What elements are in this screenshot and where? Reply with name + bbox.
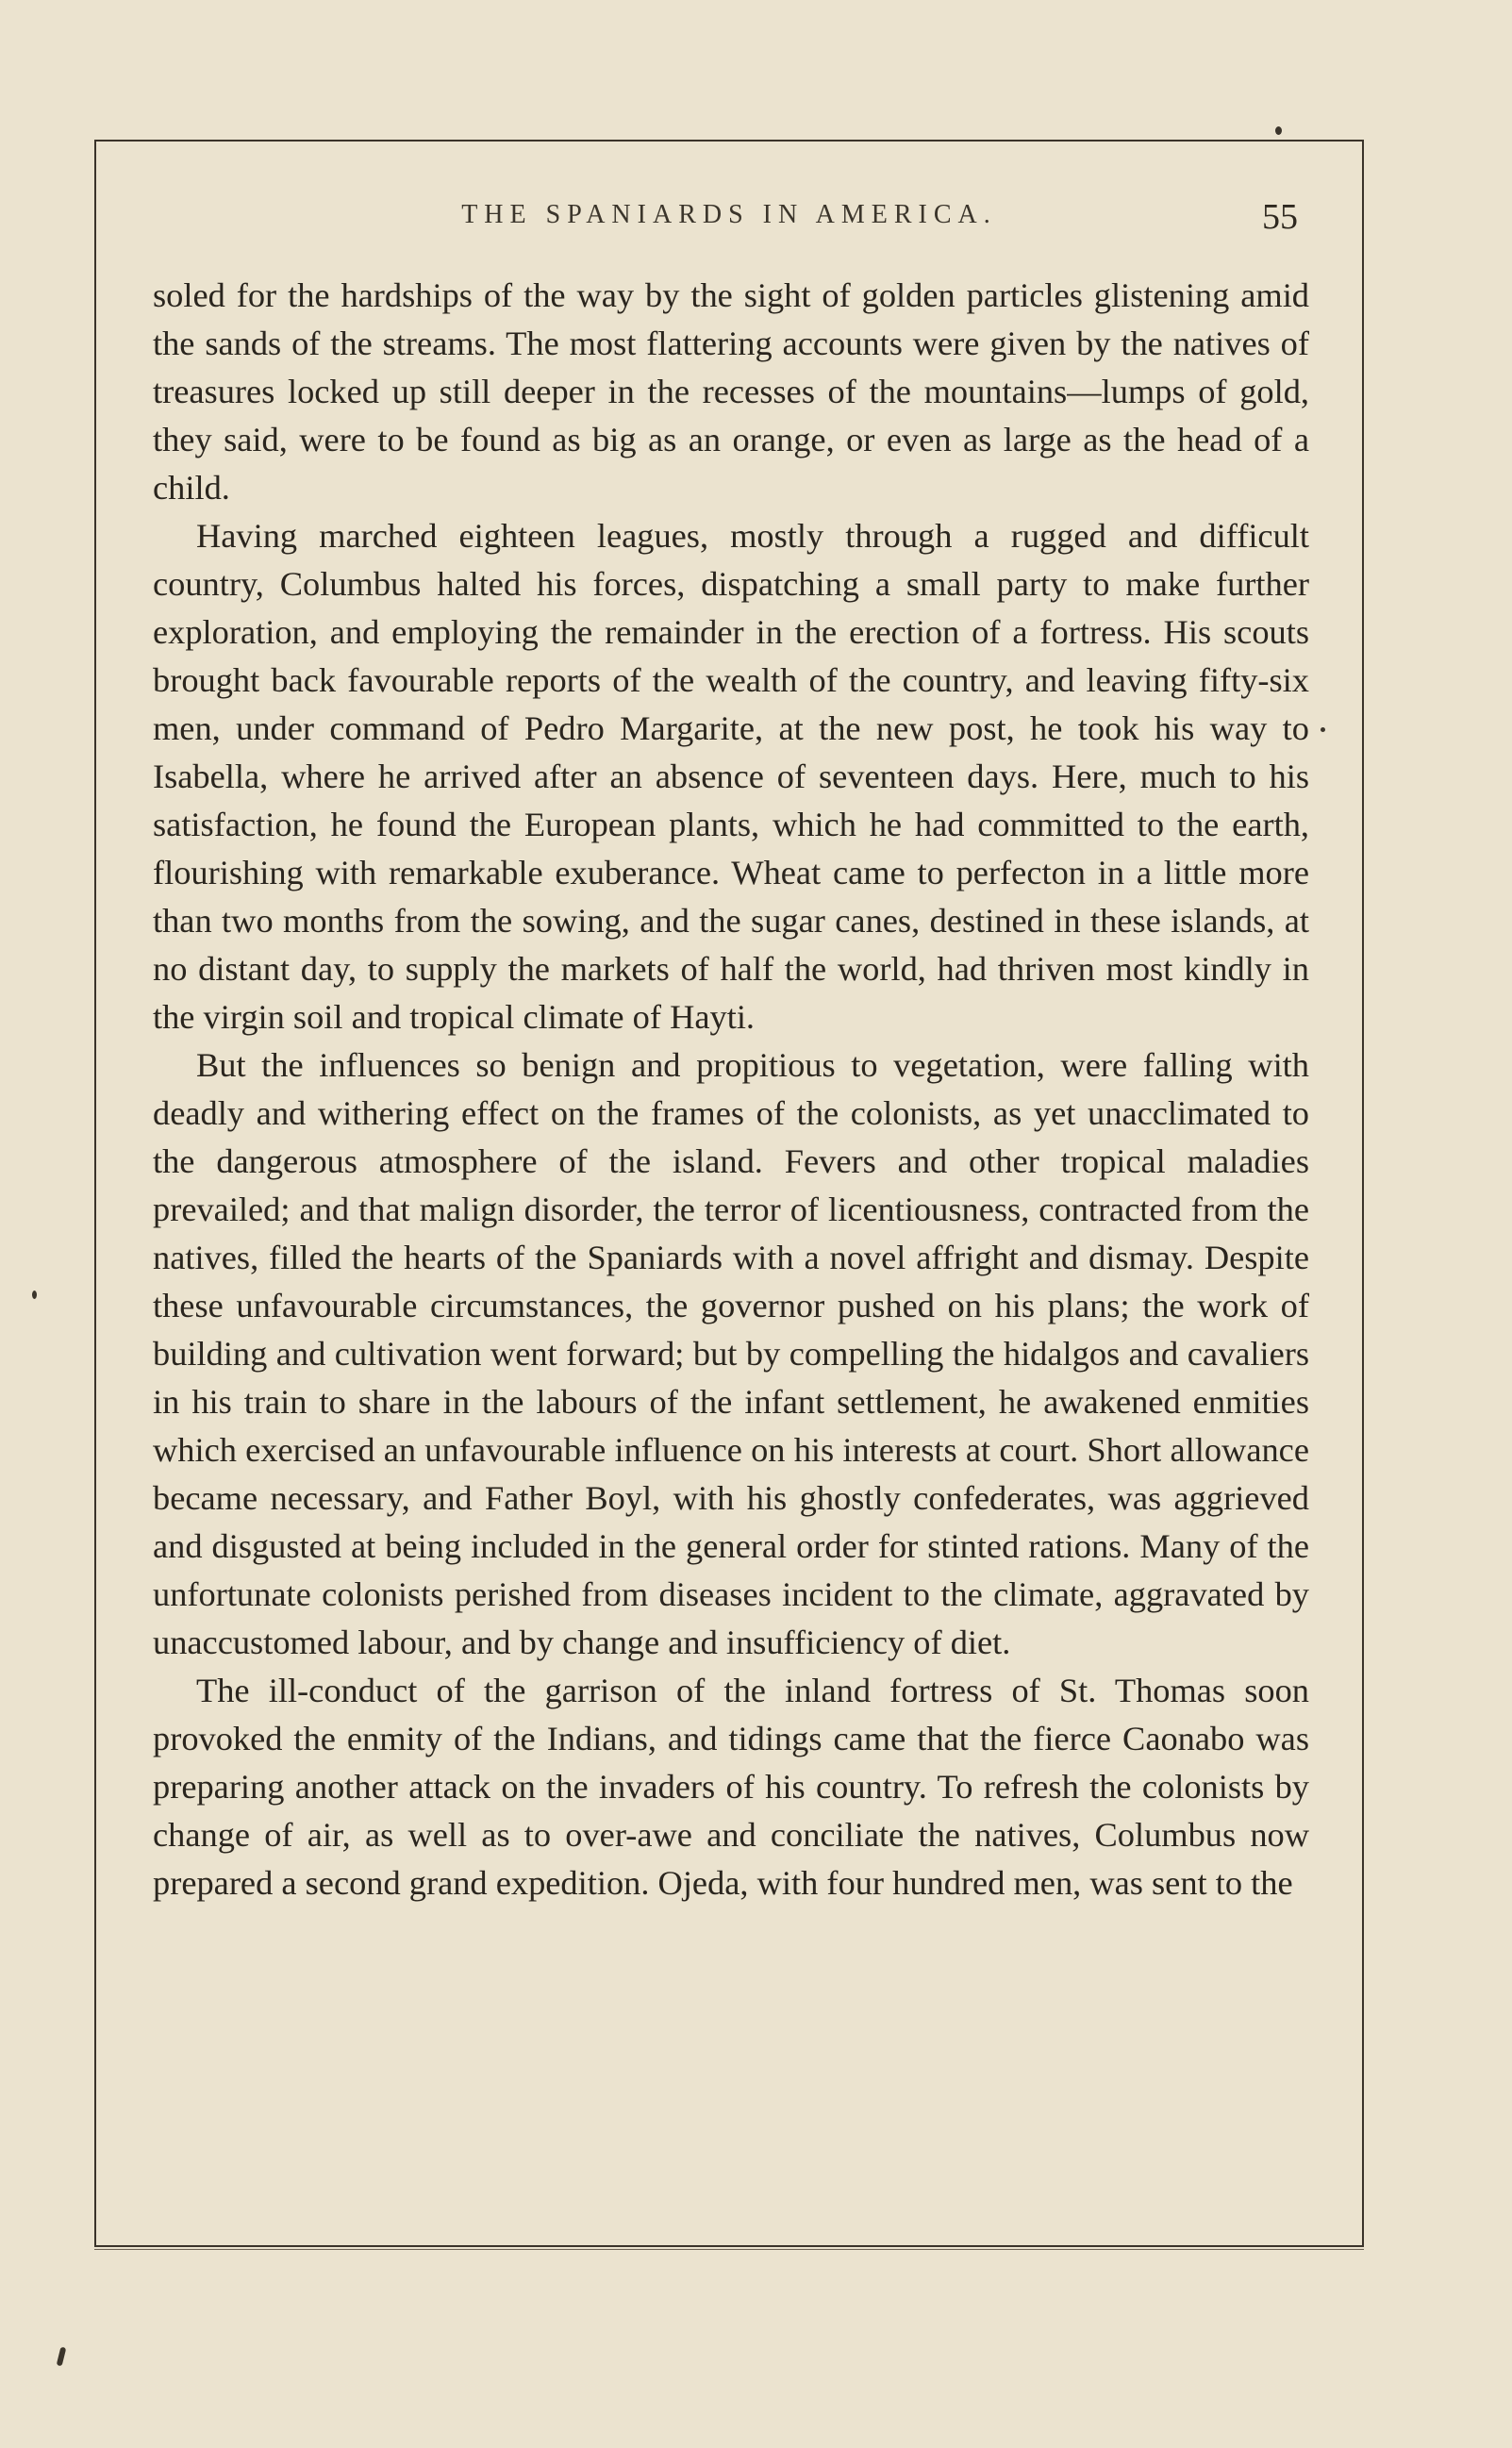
page-border-shadow <box>94 2249 1364 2250</box>
ink-speck <box>57 2347 67 2367</box>
page-number: 55 <box>1262 197 1298 237</box>
body-text <box>153 272 1309 1907</box>
ink-speck <box>32 1291 37 1299</box>
ink-speck <box>1321 727 1325 732</box>
paragraph-2: Having marched eighteen leagues, mostly through a rugged and difficult country, Columbus halted his forces, dispatching a small party to make further exploration, and employing the remainder in the erection of a fortress. His scouts brought back favourable reports of the wealth of the country, and leaving fifty-six men, under command of Pedro Margarite, at the new post, he took his way to Isabella, where he arrived after an absence of seventeen days. Here, much to his satisfaction, he found the European plants, which he had committed to the earth, flourishing with remarkable exuberance. Wheat came to perfecton in a little more than two months from the sowing, and the sugar canes, destined in these islands, at no distant day, to supply the markets of half the world, had thriven most kindly in the virgin soil and tropical climate of Hayti. <box>153 517 1309 1036</box>
paragraph-1: soled for the hardships of the way by the sight of golden particles glistening amid the sands of the streams. The most flattering accounts were given by the natives of treasures locked up still deeper in the recesses of the mountains—lumps of gold, they said, were to be found as big as an orange, or even as large as the head of a child. <box>153 276 1309 507</box>
ink-speck <box>1275 126 1282 135</box>
running-header <box>94 197 1364 247</box>
paragraph-4: The ill-conduct of the garrison of the inland fortress of St. Thomas soon provoked the enmity of the Indians, and tidings came that the fierce Caonabo was preparing another attack on the invaders of his country. To refresh the colonists by change of air, as well as to over-awe and conciliate the natives, Columbus now prepared a second grand expedition. Ojeda, with four hundred men, was sent to the <box>153 1672 1309 1902</box>
running-title: THE SPANIARDS IN AMERICA. <box>461 200 997 229</box>
paragraph-3: But the influences so benign and propitious to vegetation, were falling with deadly and withering effect on the frames of the colonists, as yet unacclimated to the dangerous atmosphere of the island. Fevers and other tropical maladies prevailed; and that malign disorder, the terror of licentiousness, contracted from the natives, filled the hearts of the Spaniards with a novel affright and dismay. Despite these unfavourable circumstances, the governor pushed on his plans; the work of building and cultivation went forward; but by compelling the hidalgos and cavaliers in his train to share in the labours of the infant settlement, he awakened enmities which exercised an unfavourable influence on his interests at court. Short allowance became necessary, and Father Boyl, with his ghostly confederates, was aggrieved and disgusted at being included in the general order for stinted rations. Many of the unfortunate colonists perished from diseases incident to the climate, aggravated by unaccustomed labour, and by change and insufficiency of diet. <box>153 1046 1309 1661</box>
